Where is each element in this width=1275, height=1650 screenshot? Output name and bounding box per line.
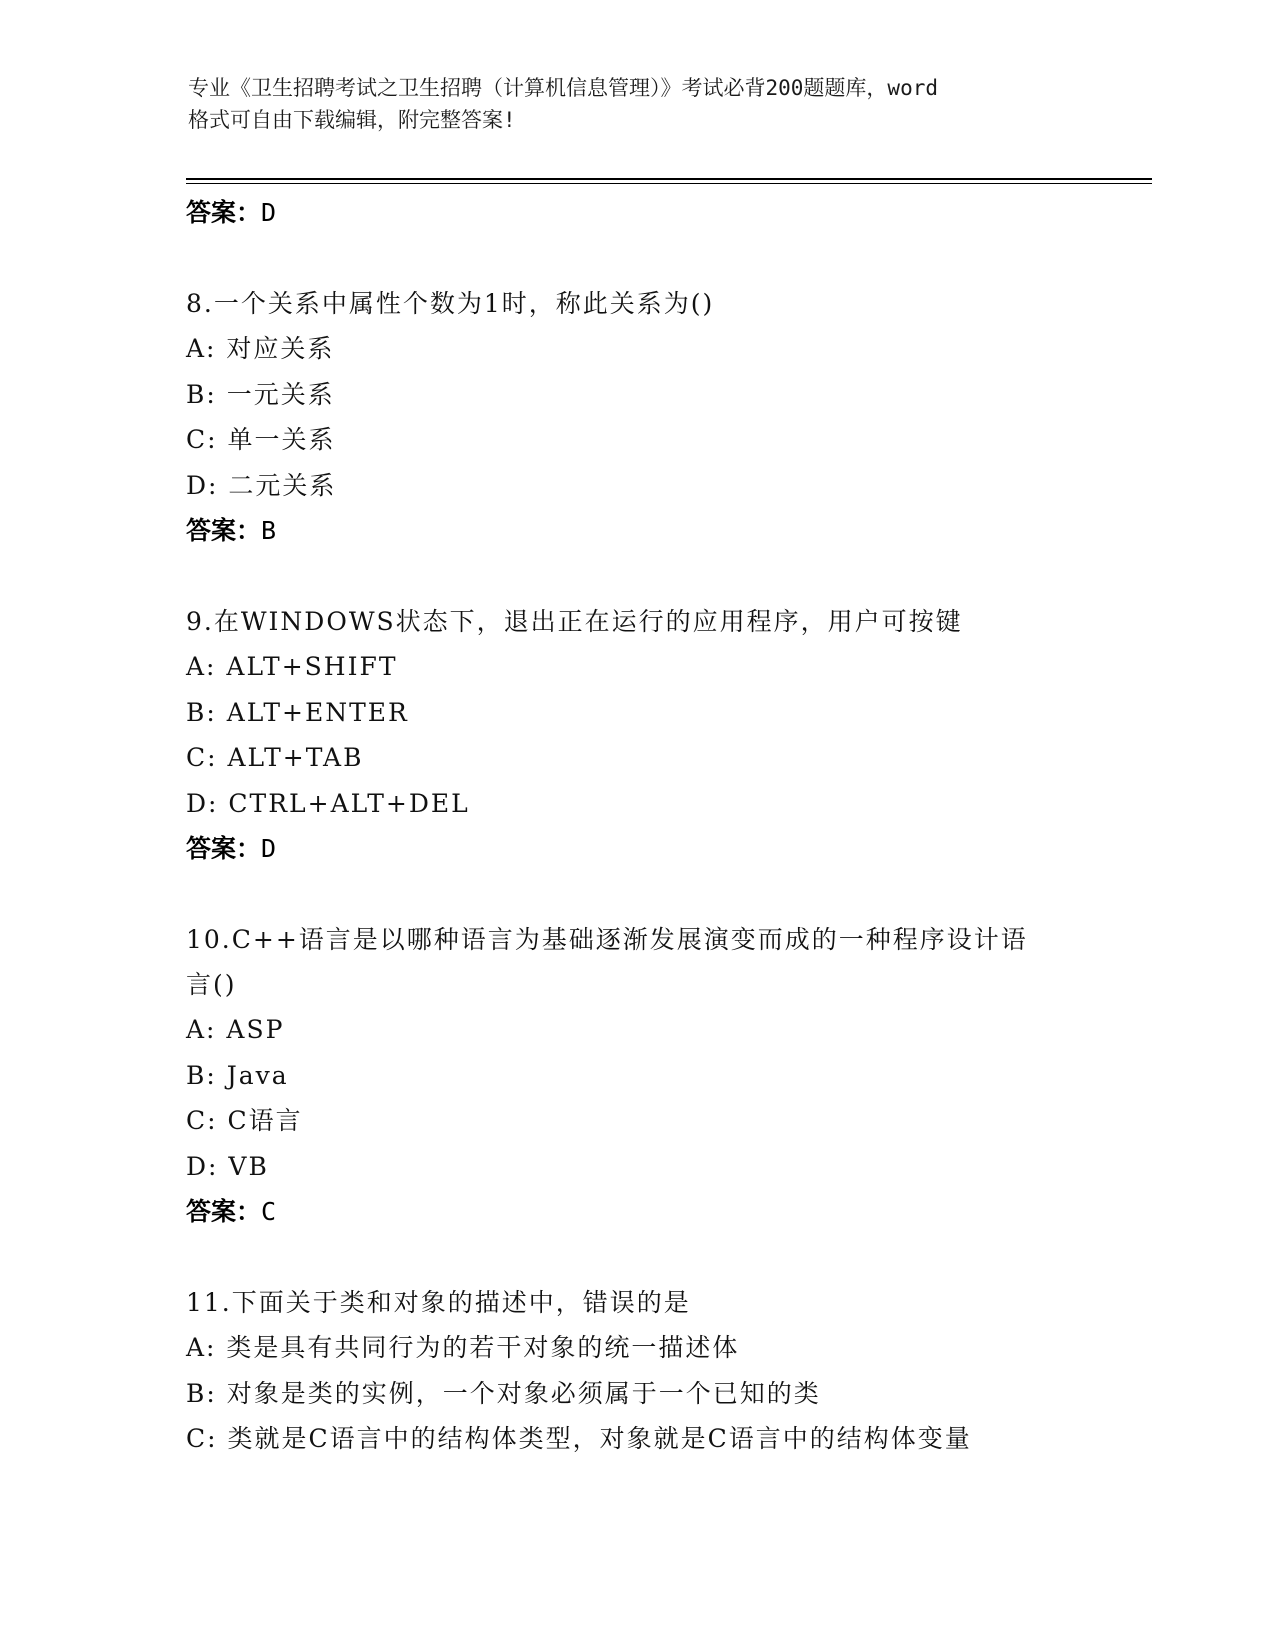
option-b: B: ALT+ENTER: [186, 697, 409, 727]
option-d: D: CTRL+ALT+DEL: [186, 788, 470, 818]
question-stem: 9.在WINDOWS状态下，退出正在运行的应用程序，用户可按键: [186, 607, 963, 636]
question-stem: 10.C++语言是以哪种语言为基础逐渐发展演变而成的一种程序设计语: [186, 925, 1028, 954]
option-c: C: 单一关系: [186, 425, 336, 454]
option-d: D: VB: [186, 1151, 269, 1181]
question-list: [186, 190, 1146, 1462]
question-8: [186, 281, 1146, 553]
spacer: [186, 871, 1146, 917]
answer-label: 答案：: [186, 516, 262, 545]
answer-label: 答案：: [186, 198, 262, 227]
option-a: A: 类是具有共同行为的若干对象的统一描述体: [186, 1333, 740, 1362]
header-line-2: 格式可自由下载编辑，附完整答案!: [188, 108, 516, 132]
option-d: D: 二元关系: [186, 470, 337, 500]
header-rule-thin: [186, 183, 1152, 184]
question-10: [186, 917, 1146, 1234]
spacer: [186, 235, 1146, 281]
question-stem: 11.下面关于类和对象的描述中，错误的是: [186, 1288, 691, 1317]
document-header: [188, 72, 1088, 136]
question-stem: 8.一个关系中属性个数为1时，称此关系为(): [186, 289, 715, 318]
option-b: B: 一元关系: [186, 379, 335, 409]
spacer: [186, 1234, 1146, 1280]
answer-value: C: [261, 1197, 277, 1226]
answer-label: 答案：: [186, 1197, 262, 1226]
option-c: C: ALT+TAB: [186, 743, 364, 772]
option-b: B: 对象是类的实例，一个对象必须属于一个已知的类: [186, 1378, 821, 1408]
answer-line: [186, 1189, 1146, 1234]
header-line-1: 专业《卫生招聘考试之卫生招聘（计算机信息管理）》考试必背200题题库，word: [188, 76, 938, 100]
option-b: B: Java: [186, 1060, 289, 1090]
option-a: A: 对应关系: [186, 334, 335, 363]
answer-value: B: [261, 516, 277, 545]
answer-line: [186, 190, 1146, 235]
option-a: A: ASP: [186, 1015, 285, 1044]
option-c: C: 类就是C语言中的结构体类型，对象就是C语言中的结构体变量: [186, 1424, 972, 1453]
question-stem-continued: 言(): [186, 970, 237, 999]
answer-line: [186, 508, 1146, 553]
answer-line: [186, 826, 1146, 871]
question-9: [186, 599, 1146, 871]
spacer: [186, 553, 1146, 599]
option-c: C: C语言: [186, 1106, 303, 1135]
header-rule-thick: [186, 178, 1152, 180]
answer-label: 答案：: [186, 834, 262, 863]
question-11: [186, 1280, 1146, 1462]
option-a: A: ALT+SHIFT: [186, 652, 398, 681]
answer-value: D: [261, 834, 277, 863]
answer-value: D: [261, 198, 277, 227]
